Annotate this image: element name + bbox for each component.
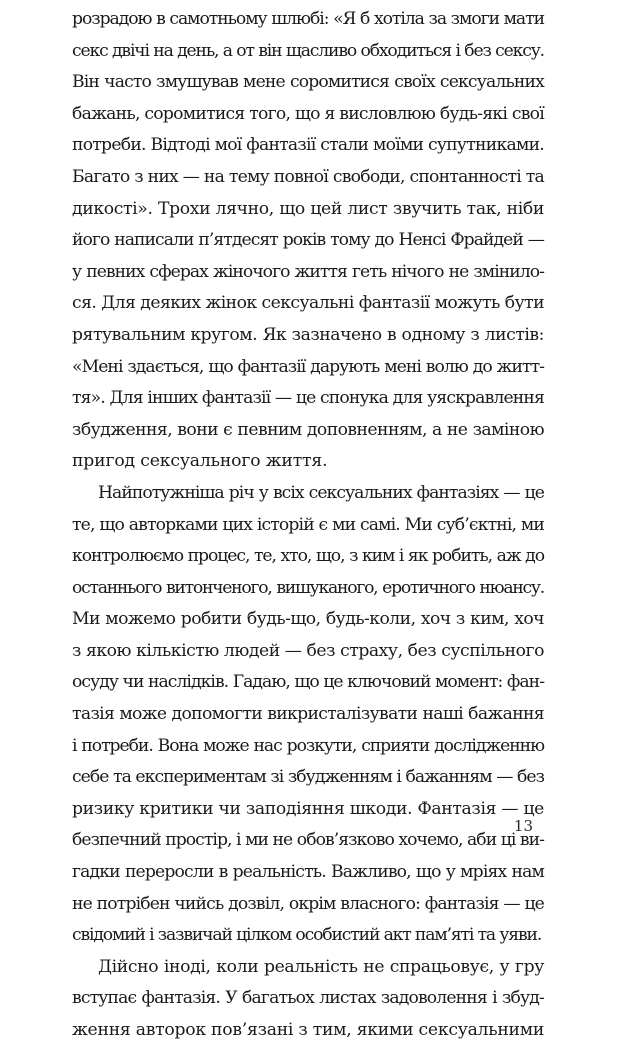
text-line: не потрібен чийсь дозвіл, окрім власного: фантазія — це xyxy=(72,893,544,914)
text-line: рятувальним кругом. Як зазначено в одному з листів: xyxy=(72,324,544,345)
text-line: бажань, соромитися того, що я висловлюю будь-які свої xyxy=(72,103,544,124)
text-line: Дійсно іноді, коли реальність не спрацьовує, у гру xyxy=(98,956,544,977)
text-line: те, що авторками цих історій є ми самі. Ми суб’єктні, ми xyxy=(72,514,544,535)
text-line: і потреби. Вона може нас розкути, сприяти дослідженню xyxy=(72,735,544,756)
text-line: ризику критики чи заподіяння шкоди. Фантазія — це xyxy=(72,798,544,819)
text-line: дикості». Трохи лячно, що цей лист звучить так, ніби xyxy=(72,198,544,219)
text-line: останнього витонченого, вишуканого, еротичного нюансу. xyxy=(72,577,544,598)
text-line: ження авторок пов’язані з тим, якими сексуальними xyxy=(72,1020,545,1040)
text-line: вступає фантазія. У багатьох листах задоволення і збуд- xyxy=(72,988,544,1009)
text-line: ся. Для деяких жінок сексуальні фантазії можуть бути xyxy=(72,293,544,314)
page-number: 13 xyxy=(513,817,533,835)
text-line: тазія може допомогти викристалізувати наші бажання xyxy=(72,704,544,725)
text-line: збудження, вони є певним доповненням, а не заміною xyxy=(72,419,544,440)
text-line: Ми можемо робити будь-що, будь-коли, хоч з ким, хоч xyxy=(72,609,544,630)
text-line: потреби. Відтоді мої фантазії стали моїми супутниками. xyxy=(72,135,544,156)
text-line: з якою кількістю людей — без страху, без суспільного xyxy=(72,640,544,661)
text-line: розрадою в самотньому шлюбі: «Я б хотіла за змоги мати xyxy=(72,9,544,29)
text-line: секс двічі на день, а от він щасливо обходиться і без сексу. xyxy=(72,40,544,61)
text-line: гадки переросли в реальність. Важливо, що у мріях нам xyxy=(72,862,544,883)
text-line: Він часто змушував мене соромитися своїх сексуальних xyxy=(72,72,544,93)
body-text xyxy=(72,4,544,1047)
text-line: тя». Для інших фантазії — це спонука для уяскравлення xyxy=(72,388,544,409)
text-line: свідомий і зазвичай цілком особистий акт пам’яті та уяви. xyxy=(72,925,542,946)
text-line: Багато з них — на тему повної свободи, спонтанності та xyxy=(72,166,544,187)
text-line: пригод сексуального життя. xyxy=(72,451,328,472)
text-line: контролюємо процес, те, хто, що, з ким і як робить, аж до xyxy=(72,546,544,567)
text-line: «Мені здається, що фантазії дарують мені волю до житт- xyxy=(72,356,544,377)
text-line: його написали п’ятдесят років тому до Ненсі Фрайдей — xyxy=(72,230,544,251)
text-line: себе та експериментам зі збудженням і бажанням — без xyxy=(72,767,544,788)
text-line: осуду чи наслідків. Гадаю, що це ключовий момент: фан- xyxy=(72,672,545,693)
text-line: безпечний простір, і ми не обов’язково хочемо, аби ці ви- xyxy=(72,830,544,851)
text-line: Найпотужніша річ у всіх сексуальних фантазіях — це xyxy=(98,482,544,503)
text-line: у певних сферах жіночого життя геть нічого не змінило- xyxy=(72,261,544,282)
